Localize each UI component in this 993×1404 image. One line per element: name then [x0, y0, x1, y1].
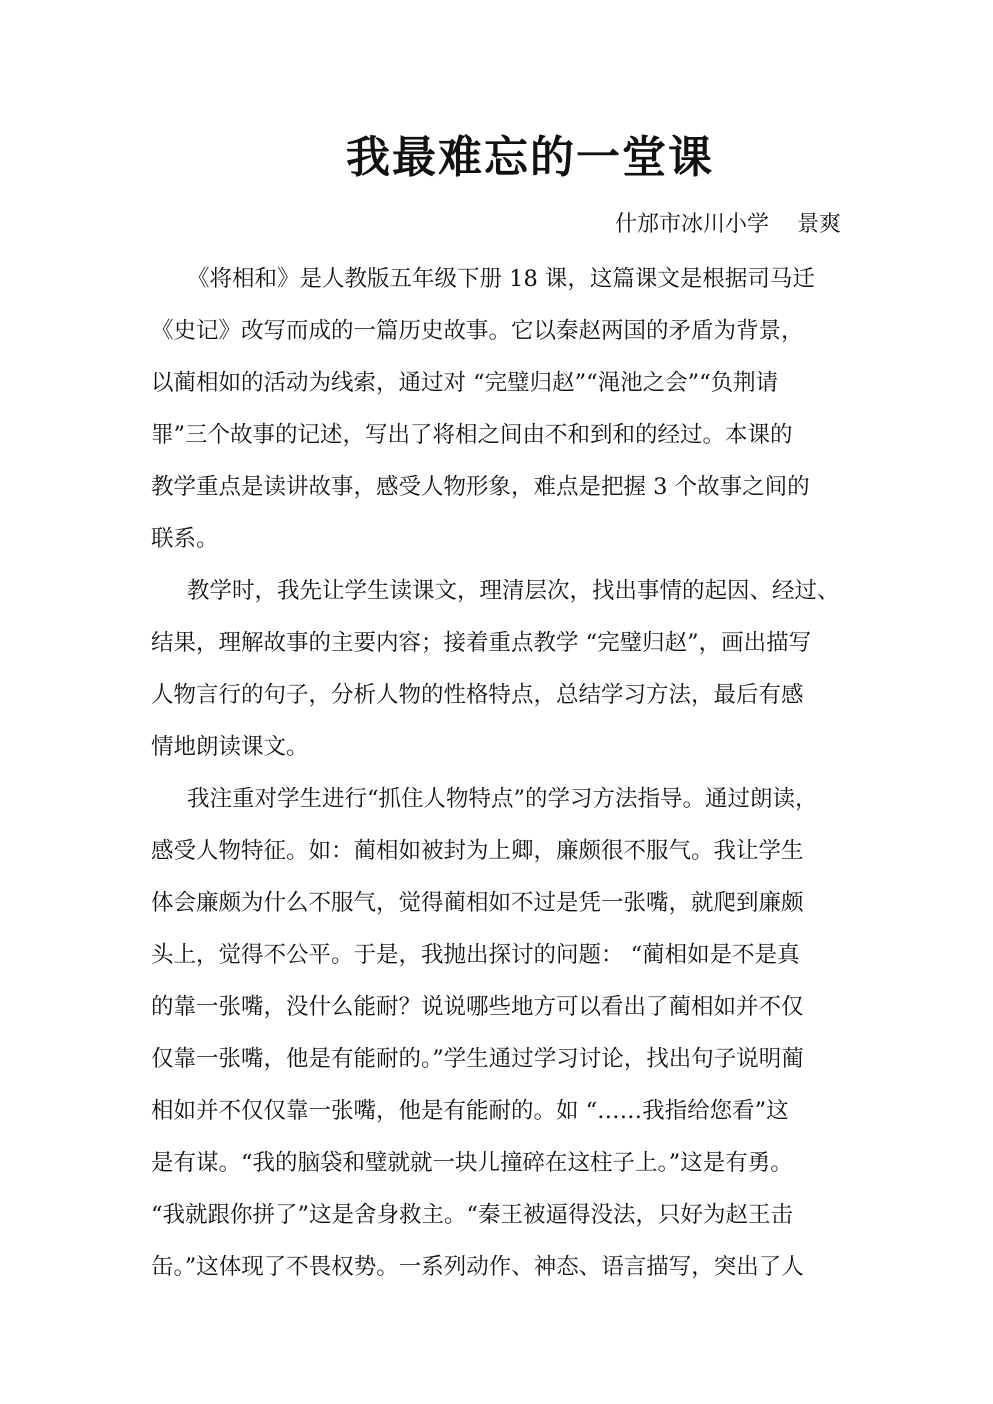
paragraph-line: 教学重点是读讲故事，感受人物形象，难点是把握 3 个故事之间的: [151, 474, 810, 500]
document-title: 我最难忘的一堂课: [346, 132, 714, 183]
author-byline: 什邡市冰川小学 景爽: [615, 212, 841, 237]
paragraph-line: 人物言行的句子，分析人物的性格特点，总结学习方法，最后有感: [151, 682, 804, 708]
paragraph-line: 感受人物特征。如：蔺相如被封为上卿，廉颇很不服气。我让学生: [151, 838, 804, 864]
paragraph-line: 我注重对学生进行“抓住人物特点”的学习方法指导。通过朗读，: [187, 786, 818, 812]
paragraph-line: 体会廉颇为什么不服气，觉得蔺相如不过是凭一张嘴，就爬到廉颇: [151, 890, 804, 916]
paragraph-line: 情地朗读课文。: [151, 734, 309, 760]
paragraph-line: 仅靠一张嘴，他是有能耐的。”学生通过学习讨论，找出句子说明蔺: [151, 1046, 804, 1072]
paragraph-line: 以蔺相如的活动为线索，通过对 “完璧归赵”“渑池之会”“负荆请: [151, 370, 779, 396]
paragraph-line: 教学时，我先让学生读课文，理清层次，找出事情的起因、经过、: [187, 578, 840, 604]
paragraph-line: 头上，觉得不公平。于是，我抛出探讨的问题： “蔺相如是不是真: [151, 942, 800, 968]
paragraph-line: 缶。”这体现了不畏权势。一系列动作、神态、语言描写，突出了人: [151, 1254, 804, 1280]
paragraph-line: 相如并不仅仅靠一张嘴，他是有能耐的。如 “……我指给您看”这: [151, 1098, 789, 1124]
paragraph-line: 结果，理解故事的主要内容；接着重点教学 “完璧归赵”，画出描写: [151, 630, 812, 656]
paragraph-line: “我就跟你拼了”这是舍身救主。“秦王被逼得没法，只好为赵王击: [151, 1202, 794, 1228]
paragraph-line: 的靠一张嘴，没什么能耐？说说哪些地方可以看出了蔺相如并不仅: [151, 994, 804, 1020]
paragraph-line: 联系。: [151, 526, 219, 552]
paragraph-line: 《史记》改写而成的一篇历史故事。它以秦赵两国的矛盾为背景，: [151, 318, 804, 344]
paragraph-line: 罪”三个故事的记述，写出了将相之间由不和到和的经过。本课的: [151, 422, 793, 448]
paragraph-line: 《将相和》是人教版五年级下册 18 课，这篇课文是根据司马迁: [187, 266, 815, 292]
paragraph-line: 是有谋。“我的脑袋和璧就就一块儿撞碎在这柱子上。”这是有勇。: [151, 1150, 793, 1176]
